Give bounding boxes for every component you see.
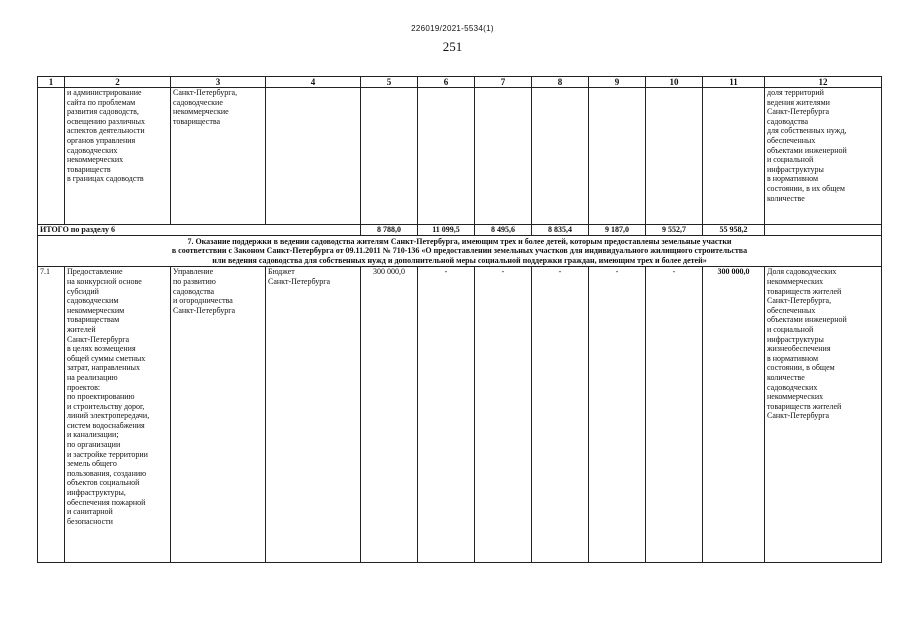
total-value: 9 187,0	[589, 225, 646, 236]
column-header: 3	[171, 77, 266, 88]
column-header: 10	[646, 77, 703, 88]
continued-row	[38, 88, 882, 225]
table-cell	[418, 88, 475, 225]
document-id: 226019/2021-5534(1)	[411, 24, 494, 33]
column-header: 2	[65, 77, 171, 88]
column-number-row	[38, 77, 882, 88]
program-table	[37, 76, 882, 563]
funding-value: -	[646, 267, 703, 563]
funding-source: Бюджет Санкт-Петербурга	[266, 267, 361, 563]
table-cell	[589, 88, 646, 225]
section-total-label: ИТОГО по разделу 6	[38, 225, 361, 236]
page-number: 251	[442, 39, 463, 54]
executor-continued: Санкт-Петербурга, садоводческие некоммерческие товарищества	[171, 88, 266, 225]
table-row	[38, 267, 882, 563]
section-heading-row	[38, 235, 882, 267]
total-value: 8 835,4	[532, 225, 589, 236]
funding-total: 300 000,0	[703, 267, 765, 563]
funding-value: -	[475, 267, 532, 563]
section-heading-line: 7. Оказание поддержки в ведении садоводства жителям Санкт-Петербурга, имеющим трех и более детей, которым предоставлены земельные участки	[187, 236, 732, 246]
total-value: 9 552,7	[646, 225, 703, 236]
funding-value: -	[418, 267, 475, 563]
column-header: 6	[418, 77, 475, 88]
column-header: 5	[361, 77, 418, 88]
column-header: 7	[475, 77, 532, 88]
executor: Управление по развитию садоводства и огородничества Санкт-Петербурга	[171, 267, 266, 563]
total-value: 55 958,2	[703, 225, 765, 236]
column-header: 8	[532, 77, 589, 88]
total-value: 8 495,6	[475, 225, 532, 236]
table-cell	[703, 88, 765, 225]
activity-description-continued: и администрирование сайта по проблемам развития садоводств, освещению различных аспектов деятельности органов управления садоводческих некоммерческих товариществ в границах садоводств	[65, 88, 171, 225]
activity-description: Предоставление на конкурсной основе субсидий садоводческим некоммерческим товариществам жителей Санкт-Петербурга в целях возмещения общей суммы сметных затрат, направленных на реализацию проектов: по проектированию и строительству дорог, линий электропередачи, систем водоснабжения и канализации; по организации и застройке территории земель общего пользования, созданию объектов социальной инфраструктуры, обеспечения пожарной и санитарной безопасности	[65, 267, 171, 563]
table-cell	[646, 88, 703, 225]
table-cell	[266, 88, 361, 225]
column-header: 9	[589, 77, 646, 88]
table-cell	[361, 88, 418, 225]
section-heading-line: или ведения садоводства для собственных нужд и дополнительной меры социальной поддержки граждан, имеющим трех и более детей»	[212, 255, 707, 265]
table-cell	[475, 88, 532, 225]
total-value: 11 099,5	[418, 225, 475, 236]
total-value: 8 788,0	[361, 225, 418, 236]
indicator-continued: доля территорий ведения жителями Санкт-Петербурга садоводства для собственных нужд, обеспеченных объектами инженерной и социальной инфраструктуры в нормативном состоянии, в их общем количестве	[765, 88, 882, 225]
column-header: 12	[765, 77, 882, 88]
column-header: 11	[703, 77, 765, 88]
section-total-row	[38, 225, 882, 236]
table-cell	[38, 88, 65, 225]
column-header: 1	[38, 77, 65, 88]
table-cell	[765, 225, 882, 236]
funding-value: 300 000,0	[361, 267, 418, 563]
table-cell	[532, 88, 589, 225]
funding-value: -	[532, 267, 589, 563]
indicator: Доля садоводческих некоммерческих товариществ жителей Санкт-Петербурга, обеспеченных объектами инженерной и социальной инфраструктуры жизнеобеспечения в нормативном состоянии, в общем количестве садоводческих некоммерческих товариществ жителей Санкт-Петербурга	[765, 267, 882, 563]
column-header: 4	[266, 77, 361, 88]
funding-value: -	[589, 267, 646, 563]
row-code: 7.1	[38, 267, 65, 563]
section-heading	[38, 235, 882, 267]
section-heading-line: в соответствии с Законом Санкт-Петербурга от 09.11.2011 № 710-136 «О предоставлении земельных участков для индивидуального жилищного строительства	[171, 246, 748, 256]
